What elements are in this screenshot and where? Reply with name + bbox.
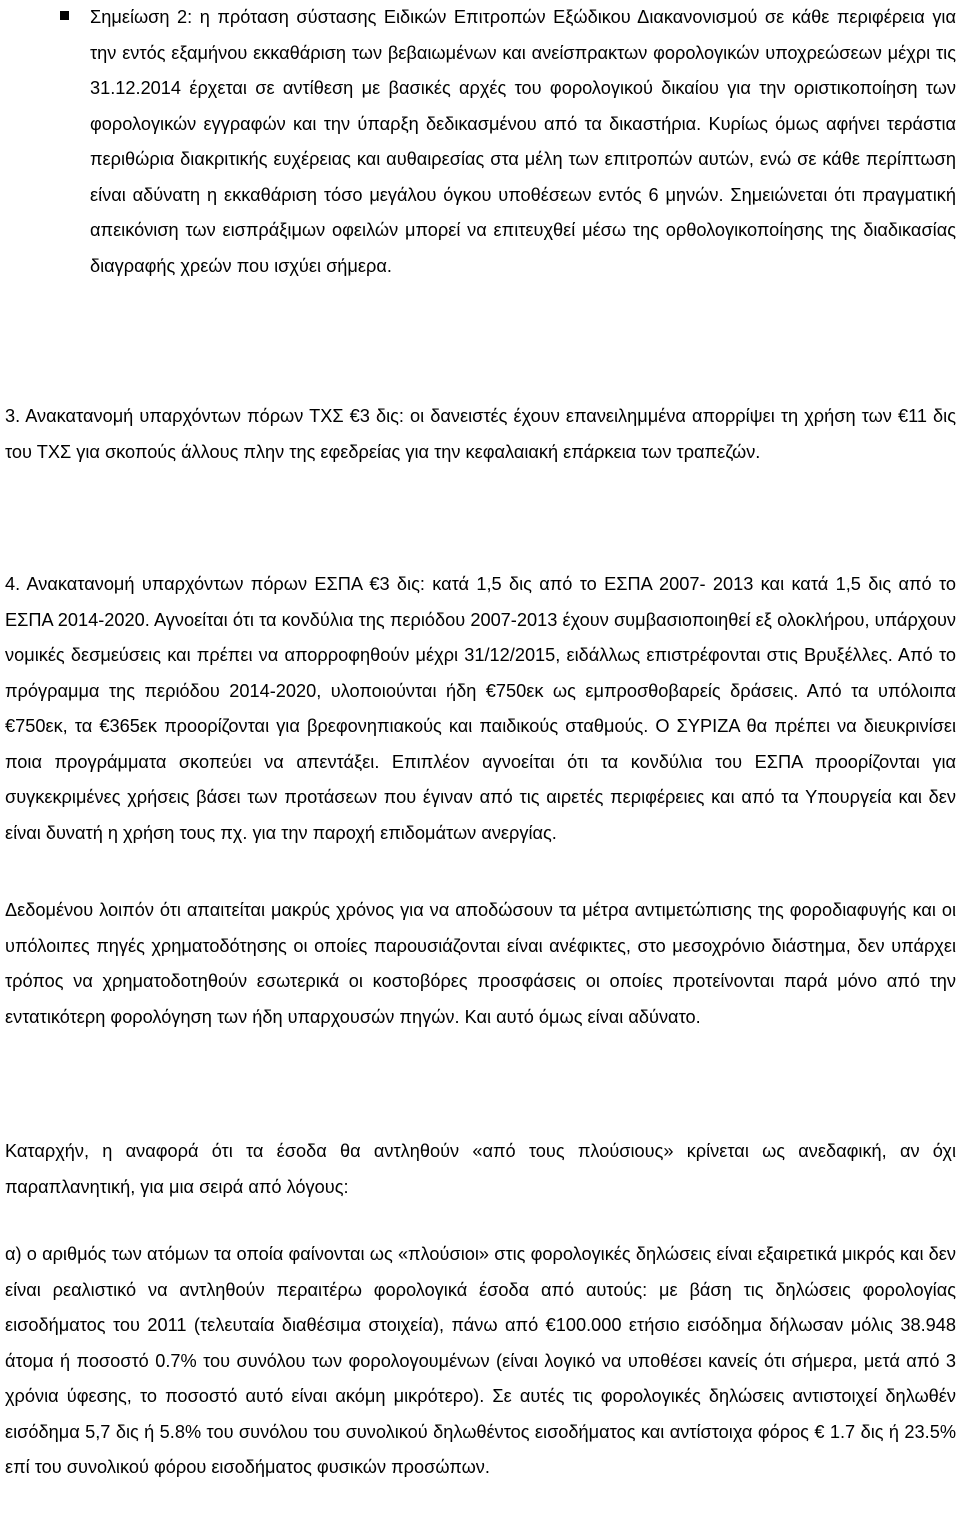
note-2-paragraph-block: [90, 0, 956, 284]
item-4-paragraph-block: [5, 567, 956, 851]
reason-a-paragraph-block: [5, 1237, 956, 1486]
square-bullet-icon: [60, 11, 69, 20]
note-2-paragraph: Σημείωση 2: η πρόταση σύστασης Ειδικών Επιτροπών Εξώδικου Διακανονισμού σε κάθε περιφέρεια για την εντός εξαμήνου εκκαθάριση των βεβαιωμένων και ανείσπρακτων φορολογικών υποχρεώσεων μέχρι τις 31.12.2014 έρχεται σε αντίθεση με βασικές αρχές του φορολογικού δικαίου για την οριστικοποίηση των φορολογικών εγγραφών και την ύπαρξη δεδικασμένου από τα δικαστήρια. Κυρίως όμως αφήνει τεράστια περιθώρια διακριτικής ευχέρειας και αυθαιρεσίας στα μέλη των επιτροπών αυτών, ενώ σε κάθε περίπτωση είναι αδύνατη η εκκαθάριση τόσο μεγάλου όγκου υποθέσεων εντός 6 μηνών. Σημειώνεται ότι πραγματική απεικόνιση των εισπράξιμων οφειλών μπορεί να επιτευχθεί μέσω της ορθολογικοποίησης της διαδικασίας διαγραφής χρεών που ισχύει σήμερα.: [90, 7, 956, 276]
item-3-paragraph: 3. Ανακατανομή υπαρχόντων πόρων ΤΧΣ €3 δις: οι δανειστές έχουν επανειλημμένα απορρίψει τη χρήση των €11 δις του ΤΧΣ για σκοπούς άλλους πλην της εφεδρείας για την κεφαλαιακή επάρκεια των τραπεζών.: [5, 406, 956, 462]
conclusion-paragraph-block: [5, 893, 956, 1035]
reasons-intro-paragraph-block: [5, 1134, 956, 1205]
item-3-paragraph-block: [5, 399, 956, 470]
reason-a-paragraph: α) ο αριθμός των ατόμων τα οποία φαίνονται ως «πλούσιοι» στις φορολογικές δηλώσεις είναι εξαιρετικά μικρός και δεν είναι ρεαλιστικό να αντληθούν περαιτέρω φορολογικά έσοδα από αυτούς: με βάση τις δηλώσεις φορολογίας εισοδήματος του 2011 (τελευταία διαθέσιμα στοιχεία), πάνω από €100.000 ετήσιο εισόδημα δήλωσαν μόλις 38.948 άτομα ή ποσοστό 0.7% του συνόλου των φορολογουμένων (είναι λογικό να υποθέσει κανείς ότι σήμερα, μετά από 3 χρόνια ύφεσης, το ποσοστό αυτό είναι ακόμη μικρότερο). Σε αυτές τις φορολογικές δηλώσεις αντιστοιχεί δηλωθέν εισόδημα 5,7 δις ή 5.8% του συνόλου του συνολικού δηλωθέντος εισοδήματος και αντίστοιχα φόρος € 1.7 δις ή 23.5% επί του συνολικού φόρου εισοδήματος φυσικών προσώπων.: [5, 1244, 956, 1477]
reasons-intro-paragraph: Καταρχήν, η αναφορά ότι τα έσοδα θα αντληθούν «από τους πλούσιους» κρίνεται ως ανεδαφική, αν όχι παραπλανητική, για μια σειρά από λόγους:: [5, 1141, 956, 1197]
conclusion-paragraph: Δεδομένου λοιπόν ότι απαιτείται μακρύς χρόνος για να αποδώσουν τα μέτρα αντιμετώπισης της φοροδιαφυγής και οι υπόλοιπες πηγές χρηματοδότησης οι οποίες παρουσιάζονται είναι ανέφικτες, στο μεσοχρόνιο διάστημα, δεν υπάρχει τρόπος να χρηματοδοτηθούν εσωτερικά οι κοστοβόρες προσφάσεις οι οποίες προτείνονται παρά μόνο από την εντατικότερη φορολόγηση των ήδη υπαρχουσών πηγών. Και αυτό όμως είναι αδύνατο.: [5, 900, 956, 1027]
item-4-paragraph: 4. Ανακατανομή υπαρχόντων πόρων ΕΣΠΑ €3 δις: κατά 1,5 δις από το ΕΣΠΑ 2007- 2013 και κατά 1,5 δις από το ΕΣΠΑ 2014-2020. Αγνοείται ότι τα κονδύλια της περιόδου 2007-2013 έχουν συμβασιοποιηθεί εξ ολοκλήρου, υπάρχουν νομικές δεσμεύσεις και πρέπει να απορροφηθούν μέχρι 31/12/2015, ειδάλλως επιστρέφονται στις Βρυξέλλες. Από το πρόγραμμα της περιόδου 2014-2020, υλοποιούνται ήδη €750εκ ως εμπροσθοβαρείς δράσεις. Από τα υπόλοιπα €750εκ, τα €365εκ προορίζονται για βρεφονηπιακούς και παιδικούς σταθμούς. Ο ΣΥΡΙΖΑ θα πρέπει να διευκρινίσει ποια προγράμματα σκοπεύει να απεντάξει. Επιπλέον αγνοείται ότι τα κονδύλια του ΕΣΠΑ προορίζονται για συγκεκριμένες χρήσεις βάσει των προτάσεων που έγιναν από τις αιρετές περιφέρειες και από τα Υπουργεία και δεν είναι δυνατή η χρήση τους πχ. για την παροχή επιδομάτων ανεργίας.: [5, 574, 956, 843]
